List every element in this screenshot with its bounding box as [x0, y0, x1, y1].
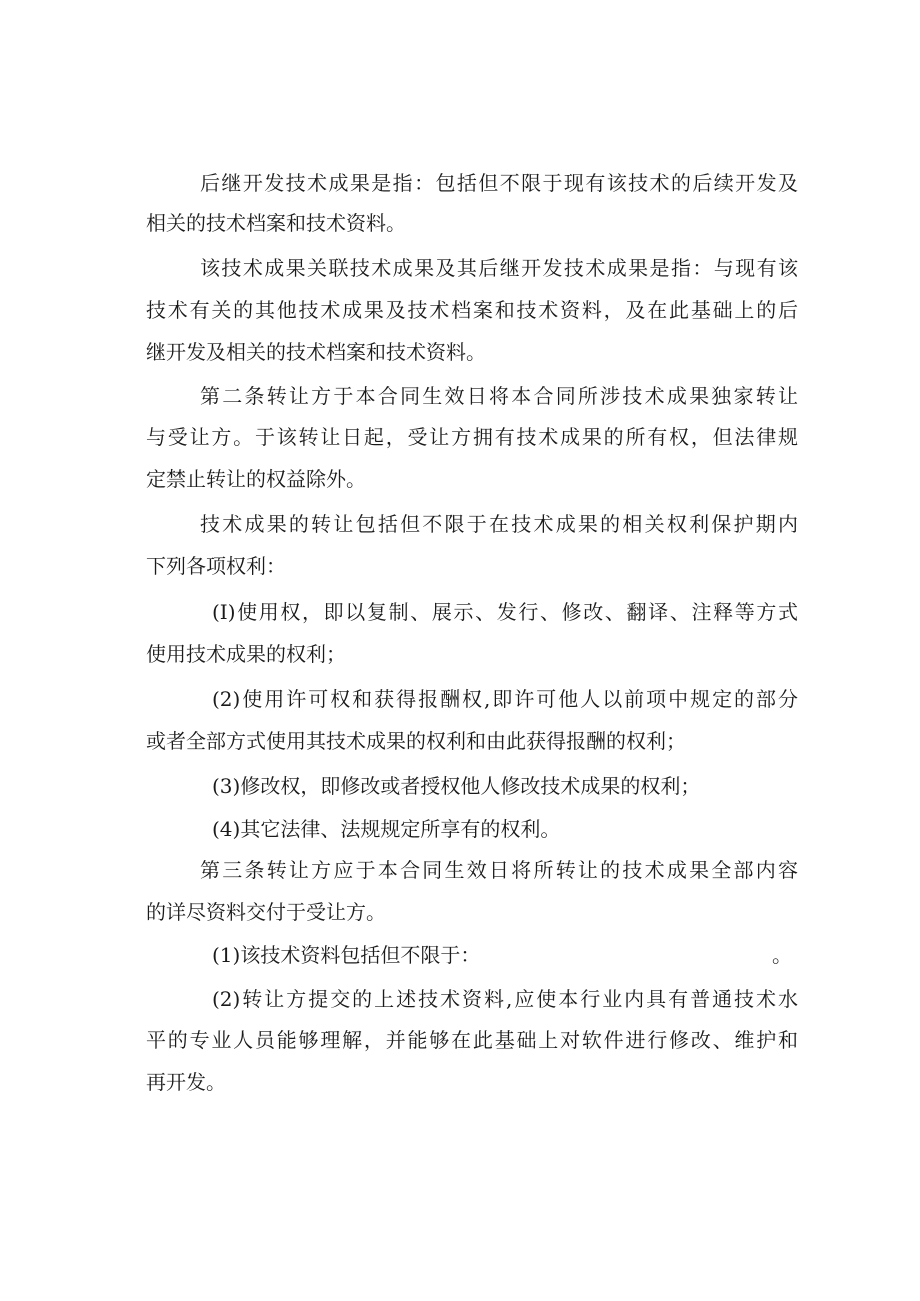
- list-item-line: (2)使用许可权和获得报酬权,即许可他人以前项中规定的部分: [212, 687, 798, 711]
- paragraph-line: 相关的技术档案和技术资料。: [146, 211, 406, 235]
- article-3-line: 第三条转让方应于本合同生效日将所转让的技术成果全部内容: [200, 858, 798, 882]
- paragraph-line: 技术有关的其他技术成果及技术档案和技术资料，及在此基础上的后: [146, 298, 798, 322]
- paragraph-line: 下列各项权利：: [146, 554, 286, 578]
- article-2-line: 与受让方。于该转让日起，受让方拥有技术成果的所有权，但法律规: [146, 425, 798, 449]
- article-2-line: 定禁止转让的权益除外。: [146, 467, 366, 491]
- article-2-line: 第二条转让方于本合同生效日将本合同所涉技术成果独家转让: [200, 384, 798, 408]
- list-item-line: (I)使用权，即以复制、展示、发行、修改、翻译、注释等方式: [212, 600, 798, 624]
- article-3-line: 的详尽资料交付于受让方。: [146, 900, 386, 924]
- paragraph-line: 该技术成果关联技术成果及其后继开发技术成果是指：与现有该: [200, 256, 798, 280]
- list-item-line: 平的专业人员能够理解，并能够在此基础上对软件进行修改、维护和: [146, 1028, 798, 1052]
- list-item-line: 使用技术成果的权利；: [146, 642, 346, 666]
- list-item-line: (2)转让方提交的上述技术资料,应使本行业内具有普通技术水: [212, 987, 798, 1011]
- list-item-line: (1)该技术资料包括但不限于：: [212, 943, 481, 967]
- blank-fill-period: 。: [772, 943, 792, 967]
- paragraph-line: 后继开发技术成果是指：包括但不限于现有该技术的后续开发及: [200, 171, 798, 195]
- list-item-line: 再开发。: [146, 1070, 226, 1094]
- list-item-line: 或者全部方式使用其技术成果的权利和由此获得报酬的权利；: [146, 729, 686, 753]
- list-item-line: (4)其它法律、法规规定所享有的权利。: [212, 817, 561, 841]
- paragraph-line: 继开发及相关的技术档案和技术资料。: [146, 340, 486, 364]
- list-item-line: (3)修改权，即修改或者授权他人修改技术成果的权利；: [212, 774, 701, 798]
- paragraph-line: 技术成果的转让包括但不限于在技术成果的相关权利保护期内: [200, 512, 798, 536]
